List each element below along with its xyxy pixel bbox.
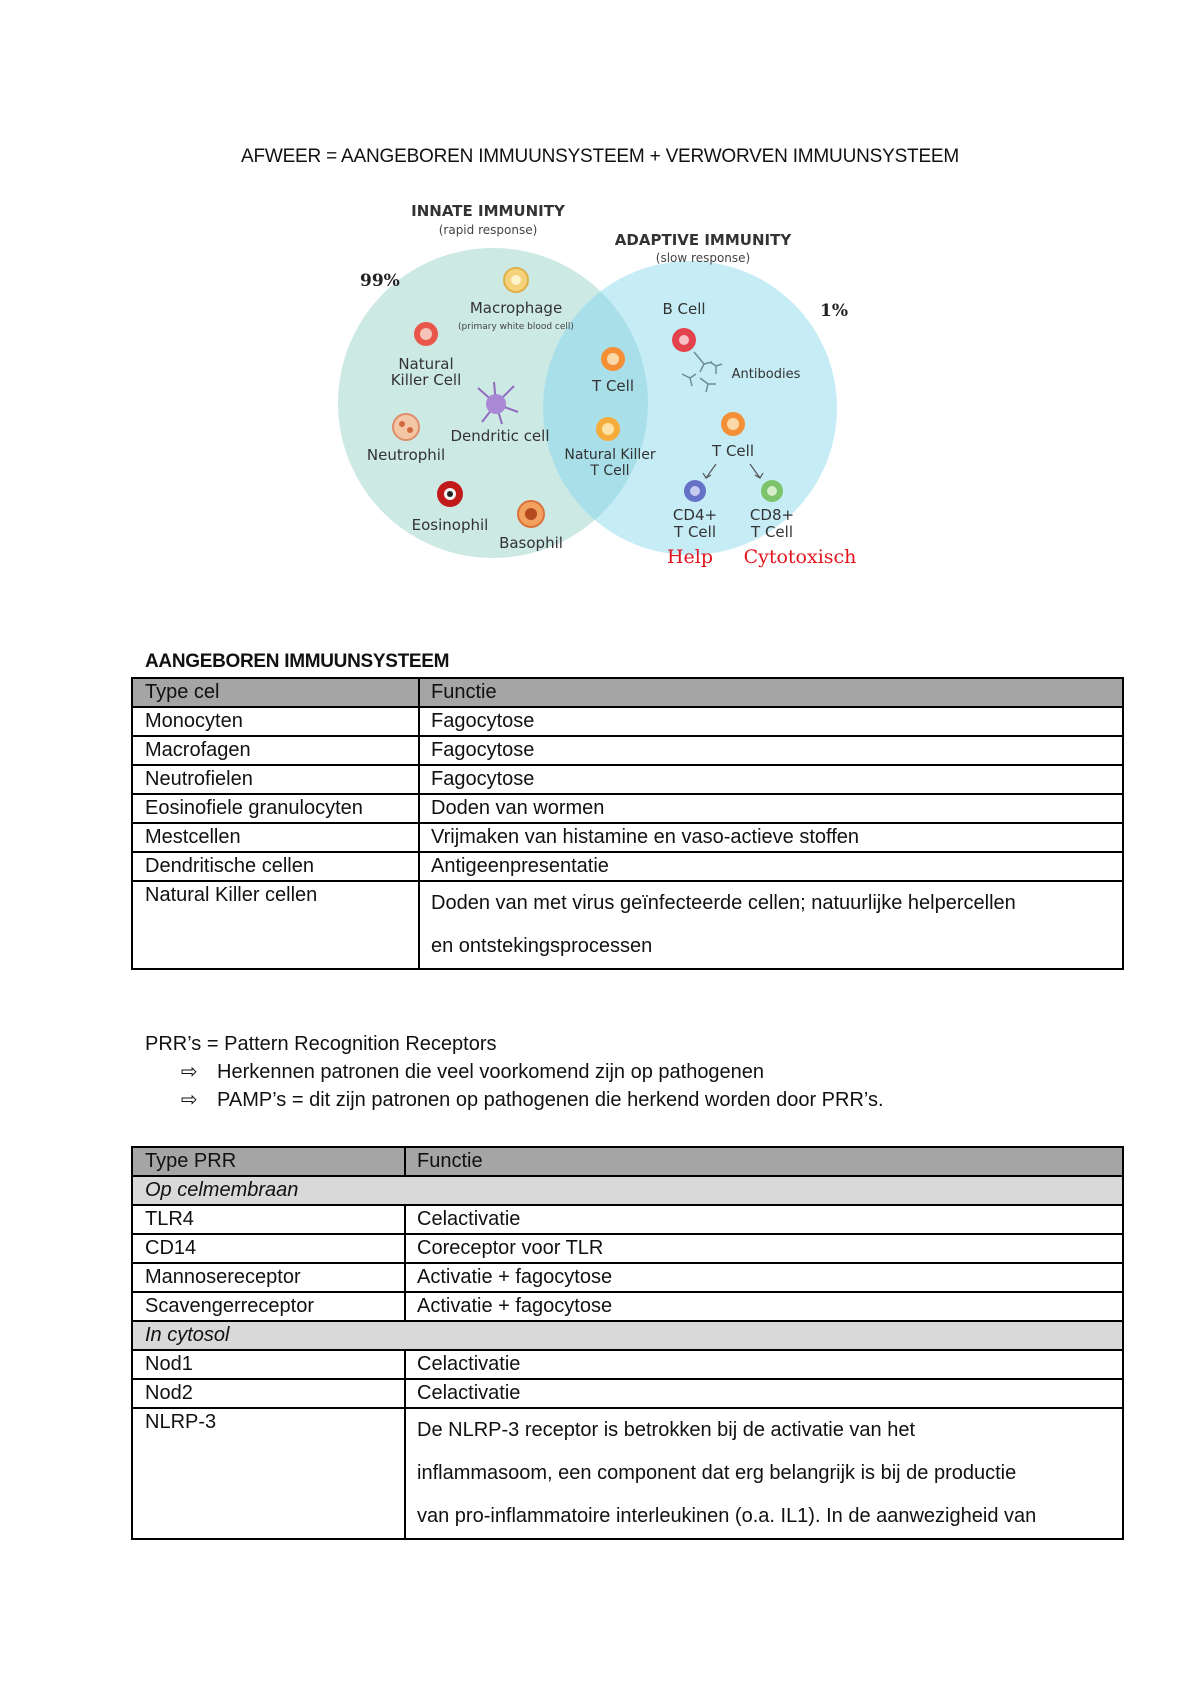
innate-cells-table	[131, 677, 1124, 970]
nk-label-line2: Killer Cell	[390, 371, 462, 389]
table-row	[132, 1379, 1123, 1408]
header-type-prr: Type PRR	[132, 1147, 405, 1176]
cell-type: Nod2	[132, 1379, 405, 1408]
dendritic-label: Dendritic cell	[450, 427, 550, 445]
cell-type: Mestcellen	[132, 823, 419, 852]
group-label-cytosol: In cytosol	[132, 1321, 1123, 1350]
cell-type: Eosinofiele granulocyten	[132, 794, 419, 823]
cell-function: Antigeenpresentatie	[419, 852, 1123, 881]
cd4-t-cell-icon	[684, 480, 706, 502]
header-functie: Functie	[419, 678, 1123, 707]
arrow-bullet-icon: ⇨	[181, 1089, 198, 1111]
table-row	[132, 1263, 1123, 1292]
cell-type: Nod1	[132, 1350, 405, 1379]
t-cell-overlap-label: T Cell	[592, 377, 634, 395]
cell-function: Doden van wormen	[419, 794, 1123, 823]
cell-function-line: inflammasoom, een component dat erg belangrijk is bij de productie	[417, 1462, 1017, 1484]
cell-type: NLRP-3	[132, 1408, 405, 1539]
cell-type: Neutrofielen	[132, 765, 419, 794]
bullet-text: PAMP’s = dit zijn patronen op pathogenen die herkend worden door PRR’s.	[217, 1089, 884, 1111]
neutrophil-label: Neutrophil	[366, 446, 446, 464]
cell-function: Coreceptor voor TLR	[405, 1234, 1123, 1263]
t-cell-adaptive-label: T Cell	[712, 442, 754, 460]
basophil-label: Basophil	[499, 534, 563, 552]
cell-function: Fagocytose	[419, 707, 1123, 736]
table-row	[132, 794, 1123, 823]
immunity-venn-diagram	[338, 198, 858, 583]
t-cell-adaptive-icon	[721, 412, 745, 436]
table-row	[132, 881, 1123, 969]
cell-function: Celactivatie	[405, 1350, 1123, 1379]
table-header-row	[132, 678, 1123, 707]
table-row	[132, 1408, 1123, 1539]
list-item	[145, 1086, 884, 1114]
antibodies-label: Antibodies	[731, 367, 801, 382]
bullet-text: Herkennen patronen die veel voorkomend zijn op pathogenen	[217, 1061, 765, 1083]
cell-type: Scavengerreceptor	[132, 1292, 405, 1321]
table-row	[132, 1292, 1123, 1321]
cell-type: Dendritische cellen	[132, 852, 419, 881]
header-functie: Functie	[405, 1147, 1123, 1176]
cell-function-line: De NLRP-3 receptor is betrokken bij de activatie van het	[417, 1419, 916, 1441]
arrow-bullet-icon: ⇨	[181, 1061, 198, 1083]
header-type-cel: Type cel	[132, 678, 419, 707]
cell-type: Natural Killer cellen	[132, 881, 419, 969]
table-group-row	[132, 1321, 1123, 1350]
nkt-label-line1: Natural Killer	[564, 447, 656, 463]
adaptive-subtitle: (slow response)	[655, 251, 751, 265]
eosinophil-label: Eosinophil	[411, 516, 489, 534]
innate-section-heading: AANGEBOREN IMMUUNSYSTEEM	[145, 651, 450, 672]
cell-function: Fagocytose	[419, 765, 1123, 794]
cell-function: Activatie + fagocytose	[405, 1263, 1123, 1292]
cd4-label-line2: T Cell	[674, 523, 716, 541]
neutrophil-icon	[393, 414, 419, 440]
help-annotation: Help	[666, 546, 714, 568]
cell-function-line: van pro-inflammatoire interleukinen (o.a. IL1). In de aanwezigheid van	[417, 1505, 1037, 1527]
b-cell-icon	[672, 328, 696, 352]
table-row	[132, 1205, 1123, 1234]
cell-function: Celactivatie	[405, 1379, 1123, 1408]
table-row	[132, 765, 1123, 794]
cell-type: Mannosereceptor	[132, 1263, 405, 1292]
table-group-row	[132, 1176, 1123, 1205]
cell-function: Fagocytose	[419, 736, 1123, 765]
table-header-row	[132, 1147, 1123, 1176]
cell-function	[405, 1408, 1123, 1539]
prr-definition: PRR’s = Pattern Recognition Receptors	[145, 1033, 497, 1055]
t-cell-overlap-icon	[601, 347, 625, 371]
prr-definition-block	[145, 1030, 884, 1114]
group-label-celmembraan: Op celmembraan	[132, 1176, 1123, 1205]
page-title: AFWEER = AANGEBOREN IMMUUNSYSTEEM + VERWORVEN IMMUUNSYSTEEM	[240, 146, 960, 167]
cell-function: Activatie + fagocytose	[405, 1292, 1123, 1321]
cytotoxic-annotation: Cytotoxisch	[743, 546, 857, 568]
natural-killer-cell-icon	[414, 322, 438, 346]
cd8-label-line1: CD8+	[749, 506, 795, 524]
innate-subtitle: (rapid response)	[438, 223, 538, 237]
macrophage-icon	[504, 268, 528, 292]
innate-percent: 99%	[360, 271, 400, 291]
cell-function: Vrijmaken van histamine en vaso-actieve stoffen	[419, 823, 1123, 852]
nk-label-line1: Natural	[398, 355, 454, 373]
table-row	[132, 852, 1123, 881]
cell-type: Monocyten	[132, 707, 419, 736]
basophil-icon	[518, 501, 544, 527]
table-row	[132, 707, 1123, 736]
prr-table	[131, 1146, 1124, 1540]
cell-type: CD14	[132, 1234, 405, 1263]
cell-function	[419, 881, 1123, 969]
eosinophil-icon	[437, 481, 463, 507]
innate-title: INNATE IMMUNITY	[411, 202, 565, 220]
cell-function-line: Doden van met virus geïnfecteerde cellen; natuurlijke helpercellen	[431, 892, 1016, 914]
table-row	[132, 823, 1123, 852]
table-row	[132, 1350, 1123, 1379]
cell-function-line: en ontstekingsprocessen	[431, 935, 653, 957]
list-item	[145, 1058, 765, 1086]
macrophage-label: Macrophage	[469, 299, 563, 317]
cd8-t-cell-icon	[761, 480, 783, 502]
cd4-label-line1: CD4+	[672, 506, 718, 524]
cell-type: TLR4	[132, 1205, 405, 1234]
nkt-label-line2: T Cell	[590, 463, 630, 479]
table-row	[132, 736, 1123, 765]
cell-function: Celactivatie	[405, 1205, 1123, 1234]
b-cell-label: B Cell	[662, 300, 706, 318]
cd8-label-line2: T Cell	[751, 523, 793, 541]
adaptive-percent: 1%	[820, 301, 848, 321]
cell-type: Macrofagen	[132, 736, 419, 765]
table-row	[132, 1234, 1123, 1263]
macrophage-sublabel: (primary white blood cell)	[458, 322, 574, 332]
natural-killer-t-cell-icon	[596, 417, 620, 441]
adaptive-title: ADAPTIVE IMMUNITY	[614, 231, 792, 249]
